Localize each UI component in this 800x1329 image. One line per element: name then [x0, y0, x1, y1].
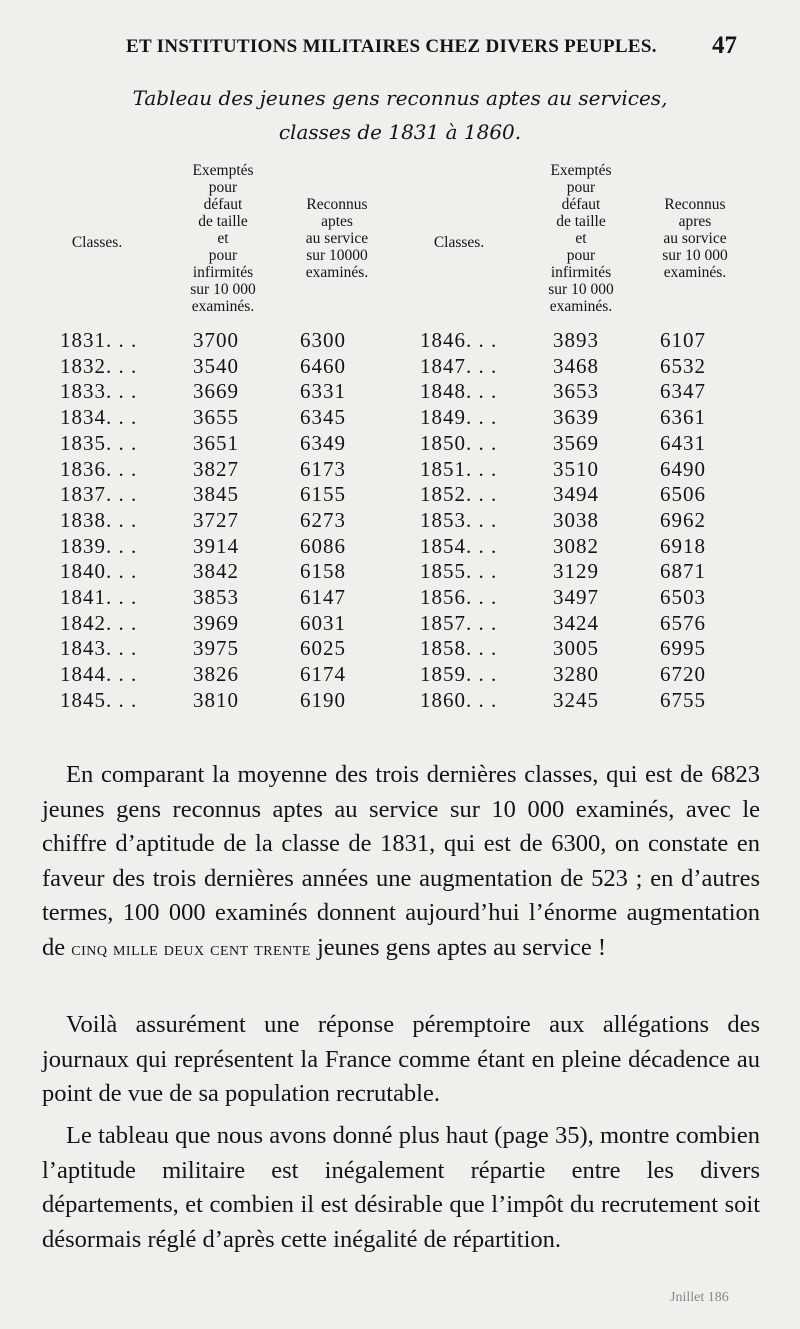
recognized-cell: 6331: [300, 379, 346, 404]
header-line: et: [575, 230, 587, 247]
exempted-cell: 3827: [193, 456, 239, 481]
exempted-cell: 3540: [193, 353, 239, 378]
table-row: [0, 611, 800, 639]
year-cell: 1851. . .: [420, 456, 498, 481]
header-line: examinés.: [663, 264, 727, 281]
recognized-cell: 6361: [660, 405, 706, 430]
recognized-cell: 6962: [660, 507, 706, 532]
year-cell: 1831. . .: [60, 328, 138, 352]
paragraph-3: Le tableau que nous avons donné plus haut (page 35), montre combien l’aptitude militaire est inégalement répartie entre les divers départements, et combien il est désirable que l’impôt du recrutement soit désormais réglé d’après cette inégalité de répartition.: [42, 1122, 760, 1253]
exempted-cell: 3424: [553, 610, 599, 635]
header-line: défaut: [203, 196, 243, 213]
exempted-cell: 3842: [193, 559, 239, 584]
year-cell: 1853. . .: [420, 507, 498, 532]
year-cell: 1841. . .: [60, 585, 138, 609]
recognized-cell: 6755: [660, 687, 706, 712]
year-cell: 1840. . .: [60, 559, 138, 584]
year-cell: 1848. . .: [420, 379, 498, 404]
year-cell: 1832. . .: [60, 353, 138, 378]
recognized-cell: 6576: [660, 610, 706, 635]
exempted-cell: 3005: [553, 636, 599, 661]
exempted-cell: 3975: [193, 636, 239, 661]
year-cell: 1838. . .: [60, 507, 138, 532]
year-cell: 1858. . .: [420, 636, 498, 661]
header-classes: Classes.: [71, 234, 123, 251]
small-caps-text: cinq mille deux cent trente: [71, 937, 311, 960]
header-line: et: [217, 230, 229, 247]
recognized-cell: 6025: [300, 636, 346, 661]
recognized-cell: 6431: [660, 430, 706, 455]
header-line: examinés.: [549, 298, 613, 315]
year-cell: 1837. . .: [60, 482, 138, 507]
header-line: pour: [208, 179, 238, 196]
header-recognized: [282, 196, 392, 281]
year-cell: 1847. . .: [420, 353, 498, 378]
paragraph-2: Voilà assurément une réponse péremptoire aux allégations des journaux qui représentent la France comme étant en pleine décadence au point de vue de sa population recrutable.: [42, 1011, 760, 1108]
recognized-cell: 6158: [300, 559, 346, 584]
exempted-cell: 3651: [193, 430, 239, 455]
year-cell: 1860. . .: [420, 687, 498, 712]
table-row: [0, 559, 800, 587]
recognized-cell: 6273: [300, 507, 346, 532]
recognized-cell: 6490: [660, 456, 706, 481]
year-cell: 1855. . .: [420, 559, 498, 584]
exempted-cell: 3510: [553, 456, 599, 481]
recognized-cell: 6031: [300, 610, 346, 635]
recognized-cell: 6155: [300, 482, 346, 507]
exempted-cell: 3853: [193, 585, 239, 609]
table-row: [0, 354, 800, 382]
exempted-cell: 3810: [193, 687, 239, 712]
header-line: examinés.: [305, 264, 369, 281]
table-row: [0, 688, 800, 716]
year-cell: 1859. . .: [420, 662, 498, 687]
table-row: [0, 482, 800, 510]
year-cell: 1846. . .: [420, 328, 498, 352]
header-line: de taille: [198, 213, 248, 230]
header-line: Reconnus: [664, 196, 726, 213]
footnote-bleed: Jnillet 186: [670, 1290, 729, 1305]
recognized-cell: 6086: [300, 533, 346, 558]
recognized-cell: 6532: [660, 353, 706, 378]
paragraph-1: [42, 758, 760, 967]
recognized-cell: 6190: [300, 687, 346, 712]
table-caption-line2: classes de 1831 à 1860.: [278, 120, 522, 144]
table-row: [0, 585, 800, 613]
recognized-cell: 6918: [660, 533, 706, 558]
recognized-cell: 6174: [300, 662, 346, 687]
paragraph-text: En comparant la moyenne des trois dernières classes, qui est de 6823 jeunes gens reconnus aptes au service sur 10 000 examinés, avec le chiffre d’aptitude de la classe de 1831, qui est de 6300, on constate en faveur des trois dernières années une augmentation de 523 ; en d’autres termes, 100 000 examinés donnent aujourd’hui l’énorme augmentation de: [42, 761, 760, 961]
exempted-cell: 3727: [193, 507, 239, 532]
exempted-cell: 3245: [553, 687, 599, 712]
header-exempted: [168, 162, 278, 315]
recognized-cell: 6300: [300, 328, 346, 352]
header-line: aptes: [321, 213, 353, 230]
header-line: au service: [305, 230, 369, 247]
exempted-cell: 3038: [553, 507, 599, 532]
year-cell: 1833. . .: [60, 379, 138, 404]
year-cell: 1836. . .: [60, 456, 138, 481]
table-caption-line1: Tableau des jeunes gens reconnus aptes au services,: [132, 86, 668, 110]
year-cell: 1835. . .: [60, 430, 138, 455]
recognized-cell: 6173: [300, 456, 346, 481]
exempted-cell: 3669: [193, 379, 239, 404]
paragraph-text: jeunes gens aptes au service !: [316, 933, 607, 961]
header-line: sur 10 000: [190, 281, 256, 298]
header-line: Exemptés: [192, 162, 254, 179]
header-line: pour: [208, 247, 238, 264]
table-row: [0, 405, 800, 433]
running-head: ET INSTITUTIONS MILITAIRES CHEZ DIVERS PEUPLES.: [126, 36, 657, 57]
recognized-cell: 6460: [300, 353, 346, 378]
year-cell: 1839. . .: [60, 533, 138, 558]
year-cell: 1852. . .: [420, 482, 498, 507]
recognized-cell: 6147: [300, 585, 346, 609]
year-cell: 1857. . .: [420, 610, 498, 635]
recognized-cell: 6107: [660, 328, 706, 352]
header-classes: Classes.: [433, 234, 485, 251]
header-line: au sorvice: [663, 230, 727, 247]
year-cell: 1854. . .: [420, 533, 498, 558]
header-line: sur 10 000: [662, 247, 728, 264]
year-cell: 1849. . .: [420, 405, 498, 430]
table-row: [0, 379, 800, 407]
year-cell: 1842. . .: [60, 610, 138, 635]
recognized-cell: 6871: [660, 559, 706, 584]
exempted-cell: 3468: [553, 353, 599, 378]
header-line: infirmités: [192, 264, 254, 281]
header-line: pour: [566, 179, 596, 196]
exempted-cell: 3639: [553, 405, 599, 430]
recognized-cell: 6349: [300, 430, 346, 455]
table-row: [0, 457, 800, 485]
page-number: 47: [712, 32, 737, 59]
exempted-cell: 3893: [553, 328, 599, 352]
exempted-cell: 3826: [193, 662, 239, 687]
recognized-cell: 6506: [660, 482, 706, 507]
header-line: Reconnus: [306, 196, 368, 213]
exempted-cell: 3280: [553, 662, 599, 687]
year-cell: 1844. . .: [60, 662, 138, 687]
header-line: sur 10000: [306, 247, 368, 264]
year-cell: 1856. . .: [420, 585, 498, 609]
page-header: [0, 34, 800, 64]
exempted-cell: 3497: [553, 585, 599, 609]
recognized-cell: 6720: [660, 662, 706, 687]
exempted-cell: 3969: [193, 610, 239, 635]
header-line: apres: [678, 213, 712, 230]
year-cell: 1845. . .: [60, 687, 138, 712]
header-line: infirmités: [550, 264, 612, 281]
recognized-cell: 6345: [300, 405, 346, 430]
year-cell: 1843. . .: [60, 636, 138, 661]
recognized-cell: 6995: [660, 636, 706, 661]
header-line: sur 10 000: [548, 281, 614, 298]
exempted-cell: 3082: [553, 533, 599, 558]
header-line: Exemptés: [550, 162, 612, 179]
header-line: de taille: [556, 213, 606, 230]
table-row: [0, 636, 800, 664]
exempted-cell: 3653: [553, 379, 599, 404]
year-cell: 1850. . .: [420, 430, 498, 455]
exempted-cell: 3700: [193, 328, 239, 352]
header-line: examinés.: [191, 298, 255, 315]
exempted-cell: 3845: [193, 482, 239, 507]
header-line: défaut: [561, 196, 601, 213]
year-cell: 1834. . .: [60, 405, 138, 430]
header-line: pour: [566, 247, 596, 264]
table-row: [0, 534, 800, 562]
exempted-cell: 3655: [193, 405, 239, 430]
exempted-cell: 3129: [553, 559, 599, 584]
exempted-cell: 3914: [193, 533, 239, 558]
recognized-cell: 6503: [660, 585, 706, 609]
table-row: [0, 431, 800, 459]
table-row: [0, 662, 800, 690]
recognized-cell: 6347: [660, 379, 706, 404]
header-recognized: [640, 196, 750, 281]
header-exempted: [526, 162, 636, 315]
table-row: [0, 328, 800, 356]
table-row: [0, 508, 800, 536]
exempted-cell: 3494: [553, 482, 599, 507]
exempted-cell: 3569: [553, 430, 599, 455]
